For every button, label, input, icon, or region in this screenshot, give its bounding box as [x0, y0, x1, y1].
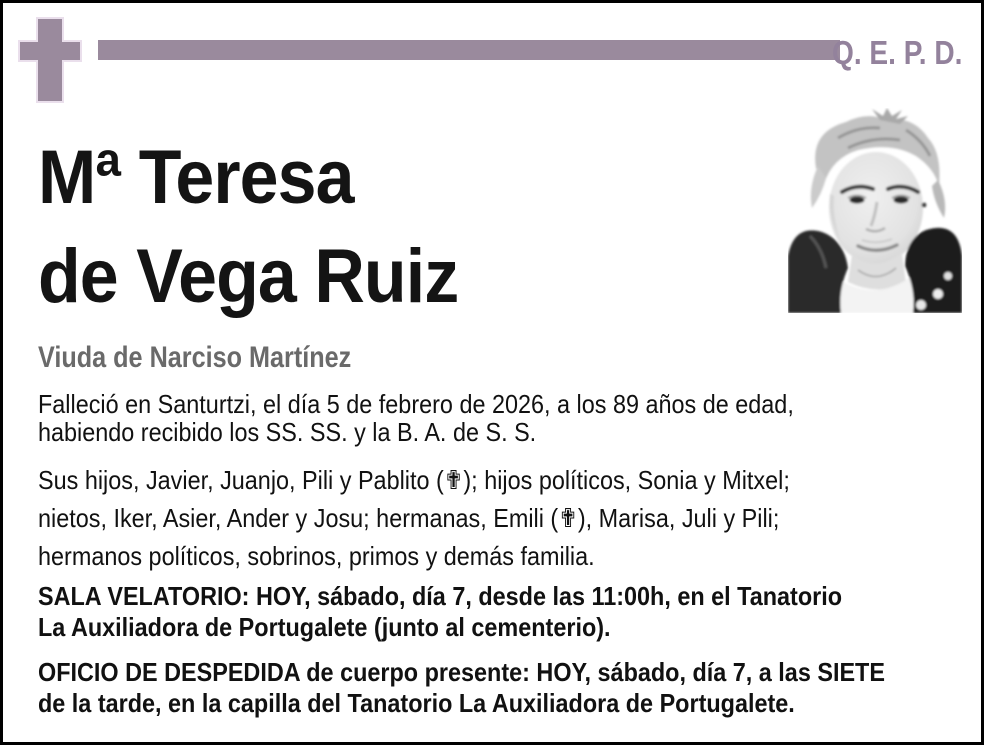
deceased-name-line1: Mª Teresa [38, 135, 354, 220]
death-announcement-line1: Falleció en Santurtzi, el día 5 de febrero de 2026, a los 89 años de edad, [38, 389, 794, 419]
family-list-line3: hermanos políticos, sobrinos, primos y demás familia. [38, 541, 595, 571]
death-announcement-line2: habiendo recibido los SS. SS. y la B. A. de S. S. [38, 417, 537, 447]
wake-info [38, 581, 931, 643]
deceased-name [38, 128, 458, 326]
family-list-line1: Sus hijos, Javier, Juanjo, Pili y Pablito (✟); hijos políticos, Sonia y Mitxel; [38, 465, 790, 495]
cross-icon [18, 17, 82, 100]
relation-line: Viuda de Narciso Martínez [38, 341, 352, 374]
farewell-service-info [38, 657, 979, 719]
farewell-service-line2: de la tarde, en la capilla del Tanatorio La Auxiliadora de Portugalete. [38, 688, 795, 718]
accent-bar [98, 40, 840, 60]
family-list [38, 461, 873, 575]
wake-info-line2: La Auxiliadora de Portugalete (junto al cementerio). [38, 612, 611, 642]
deceased-name-line2: de Vega Ruiz [38, 234, 459, 319]
farewell-service-line1: OFICIO DE DESPEDIDA de cuerpo presente: HOY, sábado, día 7, a las SIETE [38, 657, 885, 687]
wake-info-line1: SALA VELATORIO: HOY, sábado, día 7, desde las 11:00h, en el Tanatorio [38, 581, 843, 611]
qepd-label: Q. E. P. D. [831, 34, 962, 71]
death-announcement [38, 390, 878, 446]
family-list-line2: nietos, Iker, Asier, Ander y Josu; hermanas, Emili (✟), Marisa, Juli y Pili; [38, 503, 780, 533]
portrait-photo [788, 108, 962, 313]
